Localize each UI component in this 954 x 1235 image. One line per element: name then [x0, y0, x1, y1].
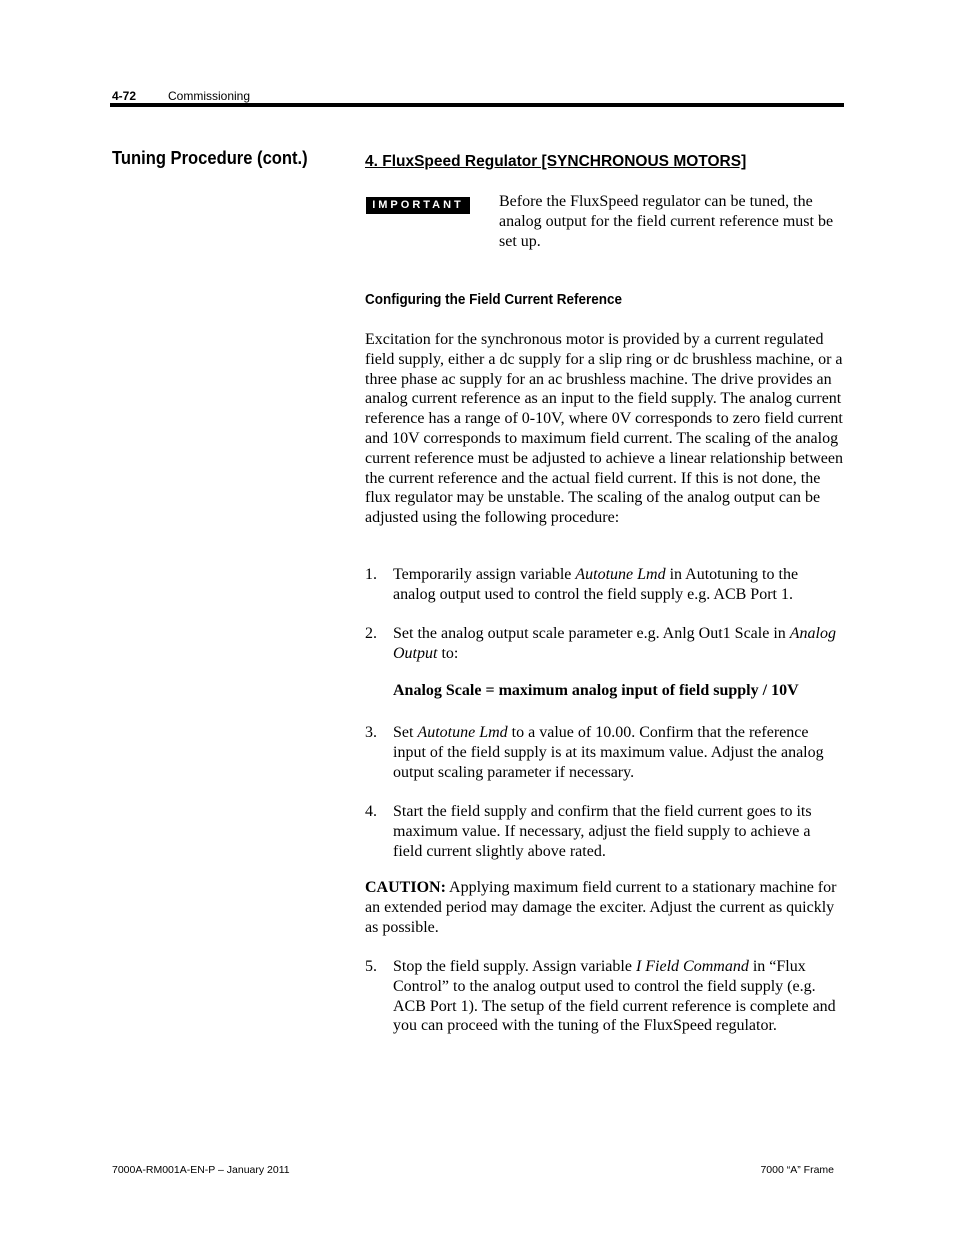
side-heading: Tuning Procedure (cont.) — [112, 148, 308, 168]
step-2: 2. Set the analog output scale parameter e.g. Anlg Out1 Scale in Analog Output to: — [365, 625, 836, 662]
step-1: 1. Temporarily assign variable Autotune Lmd in Autotuning to the analog output used to control the field supply e.g. ACB Port 1. — [365, 566, 799, 603]
step-number: 4. — [365, 803, 377, 820]
variable-name: Autotune Lmd — [417, 724, 508, 741]
header-rule — [110, 103, 844, 107]
step-number: 2. — [365, 625, 377, 642]
analog-scale-formula: Analog Scale = maximum analog input of field supply / 10V — [393, 682, 799, 699]
page-number: 4-72 — [112, 89, 137, 103]
running-header-section: Commissioning — [168, 89, 251, 103]
caution-paragraph: CAUTION: Applying maximum field current to a stationary machine for an extended period may damage the exciter. Adjust the current as quickly as possible. — [365, 879, 837, 936]
intro-paragraph: Excitation for the synchronous motor is provided by a current regulated field supply, either a dc supply for a slip ring or dc brushless machine, or a three phase ac supply for an ac brushless machine. The drive provides an analog current reference as an input to the field supply. The analog current reference has a range of 0-10V, where 0V corresponds to zero field current and 10V corresponds to maximum field current. The scaling of the analog current reference must be adjusted to achieve a linear relationship between the current reference and the actual field current. If this is not done, the flux regulator may be unstable. The scaling of the analog output can be adjusted using the following procedure: — [365, 331, 843, 527]
step-4: 4. Start the field supply and confirm that the field current goes to its maximum value. If necessary, adjust the field supply to achieve a field current slightly above rated. — [365, 803, 812, 860]
subheading: Configuring the Field Current Reference — [365, 292, 622, 308]
step-3: 3. Set Autotune Lmd to a value of 10.00. Confirm that the reference input of the field supply is at its maximum value. Adjust the analog output scaling parameter if necessary. — [365, 724, 824, 781]
caution-label: CAUTION: — [365, 879, 446, 896]
important-badge: IMPORTANT — [366, 197, 470, 214]
step-number: 5. — [365, 958, 377, 975]
step-5: 5. Stop the field supply. Assign variable I Field Command in “Flux Control” to the analog output used to control the field supply (e.g. ACB Port 1). The setup of the field current reference is complete and you can proceed with the tuning of the FluxSpeed regulator. — [365, 958, 836, 1035]
step-number: 1. — [365, 566, 377, 583]
variable-name: Autotune Lmd — [575, 566, 666, 583]
variable-name: I Field Command — [635, 958, 749, 975]
section-heading: 4. FluxSpeed Regulator [SYNCHRONOUS MOTORS] — [365, 153, 747, 170]
footer-product: 7000 “A” Frame — [760, 1164, 834, 1176]
footer-publication: 7000A-RM001A-EN-P – January 2011 — [112, 1164, 290, 1176]
step-number: 3. — [365, 724, 377, 741]
parameter-group-name: Analog Output — [393, 625, 836, 662]
important-note-text: Before the FluxSpeed regulator can be tuned, the analog output for the field current reference must be set up. — [499, 193, 834, 250]
